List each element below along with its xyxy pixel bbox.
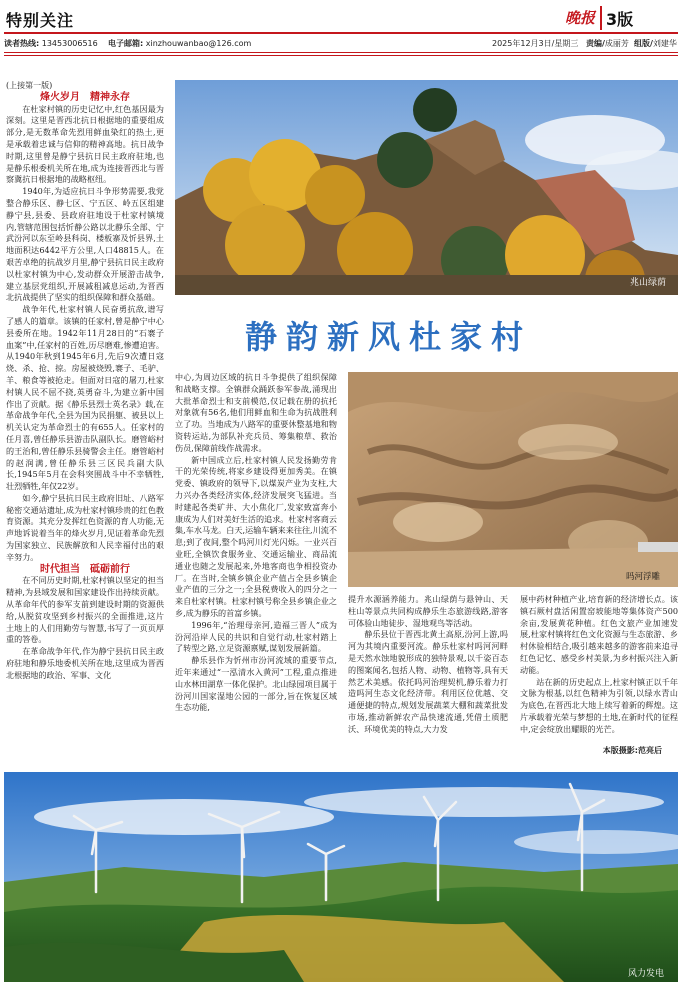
- newspaper-logo: 晚报: [565, 9, 596, 27]
- hotline-number: 13453006516: [41, 39, 98, 48]
- issue-date: 2025年12月3日/星期三: [492, 39, 579, 48]
- editor-name: 成丽芳: [604, 39, 629, 48]
- article-column-4: [520, 594, 678, 739]
- layout-label: 组版/: [634, 39, 653, 48]
- paragraph: 在杜家村镇的历史记忆中,红色基因最为深刻。这里是晋西北抗日根据地的重要组成部分,是无数革命先烈用鲜血染红的热土,更是承载着忠诚与信仰的精神高地。抗日战争时期,这里曾是静宁县抗日民主政府驻地,也是静乐根委机关所在地,成为连接晋西北与晋察冀抗日根据地的战略枢纽。: [6, 103, 164, 185]
- rock-relief-image: [348, 372, 678, 587]
- hotline: [4, 38, 98, 49]
- rock-photo-caption: 吗河浮雕: [626, 572, 661, 582]
- paragraph: 在革命战争年代,作为静宁县抗日民主政府驻地和静乐地委机关所在地,这里成为晋西北根据地的政治、军事、文化: [6, 646, 164, 680]
- paragraph: 站在新的历史起点上,杜家村镇正以千年文脉为根基,以红色精神为引领,以绿水青山为底色,在晋西北大地上续写着新的辉煌。这片承载着光荣与梦想的土地,在新时代的征程中,定会绽放出耀眼的光芒。: [520, 676, 678, 734]
- paragraph: 在不同历史时期,杜家村镇以坚定的担当精神,为县域发展和国家建设作出持续贡献。从革命年代的参军支前到建设时期的资源供给,从脱贫攻坚到乡村振兴的全面推进,这片土地上的人们用勤劳与智慧,书写了一页页厚重的答卷。: [6, 575, 164, 645]
- photo-wind-turbines: [4, 772, 678, 982]
- header-rule-3: [4, 55, 678, 56]
- page-number: 3版: [606, 10, 634, 29]
- editor-label: 责编/: [586, 39, 605, 48]
- article-column-2: [175, 372, 337, 767]
- paragraph: 中心,为周边区域的抗日斗争提供了组织保障和战略支撑。全镇群众踊跃参军参战,涌现出大批革命烈士和支前模范,仅记载在册的抗托对象就有56名,他们用鲜血和生命为抗战胜利立了功。当地成为八路军的重要休整基地和物资转运站,为部队补充兵员、筹集粮草、救治伤员,保障前线作战需求。: [175, 372, 337, 453]
- header-rule-2: [4, 52, 678, 53]
- paragraph: 1996年,“治理母亲河,造福三晋人”成为汾河沿岸人民的共识和自觉行动,杜家村踏上了转型之路,立足资源禀赋,谋划发展新篇。: [175, 619, 337, 654]
- editor: [586, 38, 629, 49]
- bottom-photo-caption: 风力发电: [628, 969, 665, 979]
- subheading-1: 烽火岁月 精神永存: [40, 91, 130, 103]
- email-label: 电子邮箱:: [108, 39, 144, 48]
- hotline-label: 读者热线:: [4, 39, 40, 48]
- article-column-1: [6, 80, 164, 770]
- headline: 静韵新风杜家村: [245, 318, 533, 356]
- paragraph: 1940年,为适应抗日斗争形势需要,我党整合静乐区、静七区、宁五区、岭五区组建静宁县,县委、县政府驻地设于杜家村镇境内,管辖范围包括忻静公路以北静乐全部、宁武汾河以东至岭县科岗、楼板寨及忻县界,土地面积达6442平方公里,人口48815人。在艰苦卓绝的抗战岁月里,静宁县抗日民主政府以杜家村镇为中心,发动群众开展游击战争,建立基层党组织,开展减租减息运动,为晋西北抗战提供了坚实的组织保障和群众基础。: [6, 186, 164, 303]
- email: [108, 38, 251, 49]
- autumn-hill-image: [175, 80, 678, 295]
- photo-credit: 本版摄影:范亮后: [602, 746, 662, 755]
- header-rule: [4, 32, 678, 34]
- photo-rock-relief: [348, 372, 678, 587]
- continuation-note: (上接第一版): [6, 81, 53, 90]
- paragraph: 战争年代,杜家村镇人民奋勇抗敌,谱写了感人的篇章。该镇的任家村,曾是静宁中心县委所在地。1942年11月28日的“石褰子血案”中,任家村的百姓,历尽磨难,惨遭迫害。从1940年秋到1945年6月,先后9次遭日寇烧、杀、抢、掠。房屋被烧毁,褰子、毛驴、羊、粮食等被抢走。但面对日寇的屠刀,杜家村镇人民不屈不挠,英勇奋斗,为建立新中国作出了贡献。据《静乐县烈士英名录》载,在革命战争年代,全县为国为民捐躯、被县以上机关认定为革命烈士的有655人。任家村的任月喜,曾任静乐县游击队副队长。磨管峪村的王治和,曾任静乐县骑警会主任。磨管峪村的赵润满,曾任静乐县三区民兵副大队长,1945年5月在会科突围战斗中不幸牺牲,壮烈牺牲,年仅22岁。: [6, 304, 164, 492]
- layout-editor: [634, 38, 677, 49]
- photo-autumn-hill: [175, 80, 678, 295]
- wind-turbines-image: [4, 772, 678, 982]
- paragraph: 展中药材种植产业,培育新的经济增长点。该镇石厥村盘活闲置窑坡能地等集体资产500余亩,发展黄花种植。红色文旅产业加速发展,杜家村镇将红色文化资源与生态旅游、乡村休验相结合,吸引越来越多的游客前来追寻红色记忆、感受乡村美景,为乡村振兴注入新动能。: [520, 594, 678, 675]
- top-photo-caption: 兆山绿荫: [630, 278, 667, 288]
- email-address: xinzhouwanbao@126.com: [145, 39, 252, 48]
- layout-name: 刘建华: [652, 39, 677, 48]
- section-title: 特别关注: [6, 11, 75, 30]
- article-column-3: [348, 594, 508, 769]
- paragraph: 静乐县作为忻州市汾河流域的重要节点,近年来通过“一泓清水入黄河”工程,重点推进山水林田湖草一体化保护。北山绿园项目属于汾河川国家湿地公园的一部分,旨在恢复区域生态功能,: [175, 655, 337, 713]
- paragraph: 新中国成立后,杜家村镇人民发扬勤劳肯干的光荣传统,将家乡建设得更加秀美。在镇党委、镇政府的领导下,以煤炭产业为支柱,大力兴办各类经济实体,经济发展突飞猛进。当时建起各类矿井、大小焦化厂,发家致富奔小康成为人们对美好生活的追求。杜家村客商云集,车水马龙。白天,运输车辆来来往往,川流不息;到了夜间,整个吗河川灯光闪烁。一业兴百业旺,全镇饮食服务业、交通运输业、商品流通业也随之发展起来,外地客商也争相投资办厂。在当时,全镇乡镇企业产值占全县乡镇企业产值的三分之一;全县税费收入的四分之一来自杜家村镇。杜家村镇号称全县乡镇企业之乡,成为静乐的首富乡镇。: [175, 454, 337, 618]
- subheading-2: 时代担当 砥砺前行: [40, 563, 130, 575]
- paragraph: 静乐县位于晋西北黄土高原,汾河上游,吗河为其境内重要河流。静乐杜家村吗河河畔是天然水蚀地貌形成的独特景观,以千姿百态的图案闻名,包括人物、动物、植物等,具有天然艺术美感。依托吗河治理契机,静乐着力打造吗河生态文化经济带。利用区位优越、交通便捷的特点,规划发展蔬菜大棚和蔬菜批发市场,推动新鲜农产品快速流通,凭借土质肥沃、环境优美的特点,大力发: [348, 629, 508, 734]
- paragraph: 如今,静宁县抗日民主政府旧址、八路军秘密交通站遗址,成为杜家村镇珍贵的红色教育资源。其充分发挥红色资源的育人功能,无声地诉说着当年的烽火岁月,见证着革命先烈为国家独立、民族解放和人民幸福付出的艰辛努力。: [6, 492, 164, 562]
- paragraph: 提升水源涵养能力。兆山绿荫与悬钟山、天柱山等景点共同构成静乐生态旅游线路,游客可体验山地徒步、湿地观鸟等活动。: [348, 594, 508, 628]
